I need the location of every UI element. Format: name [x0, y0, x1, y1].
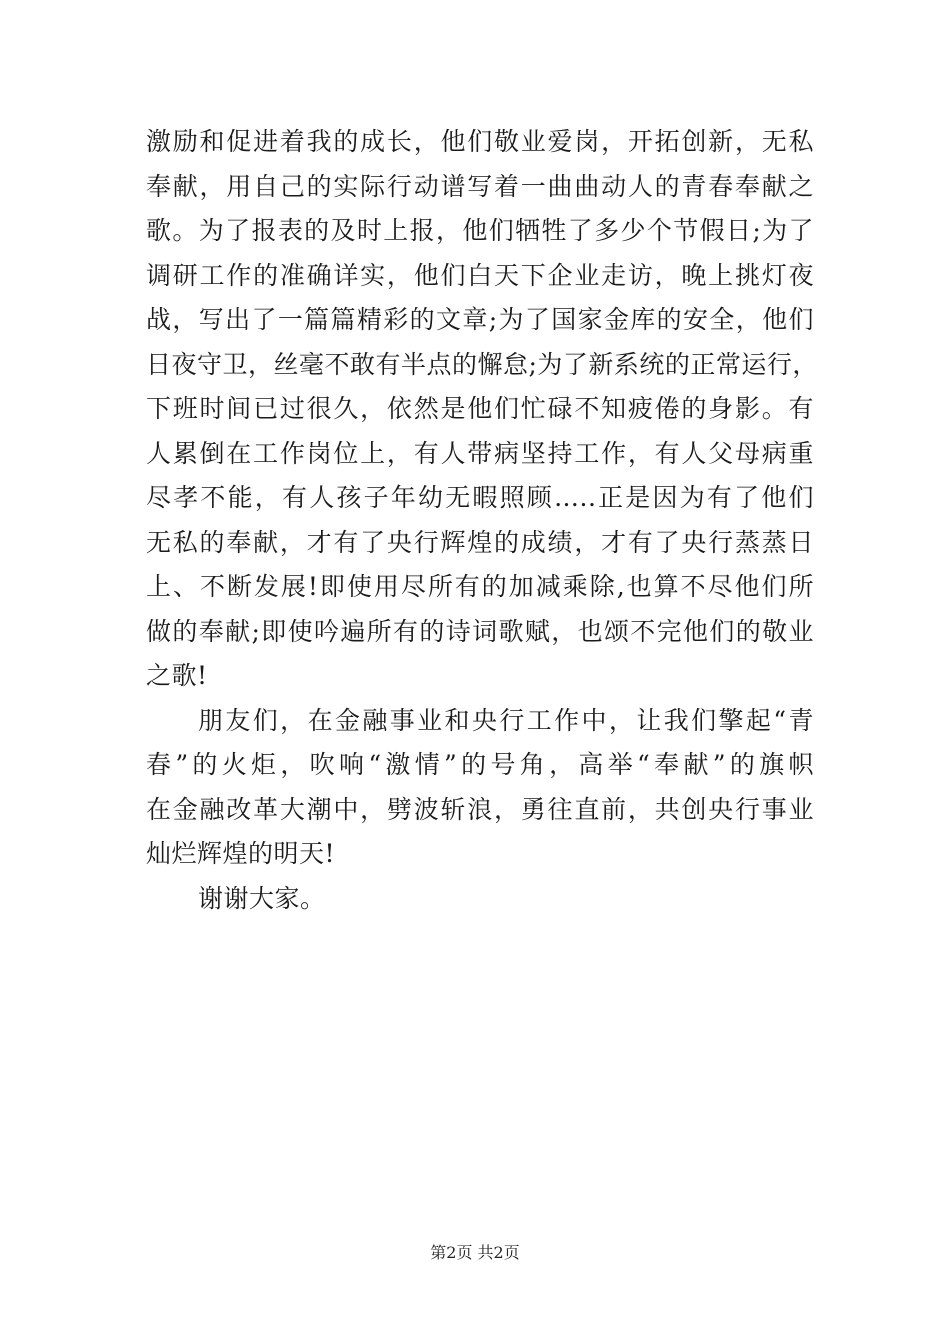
text-line: 调研工作的准确详实，他们白天下企业走访，晚上挑灯夜: [146, 260, 814, 290]
text-line: 激励和促进着我的成长，他们敬业爱岗，开拓创新，无私: [146, 127, 814, 156]
body-text: [146, 120, 818, 921]
text-line: 歌。为了报表的及时上报，他们牺牲了多少个节假日;为了: [146, 216, 814, 245]
text-line: 灿烂辉煌的明天!: [146, 839, 336, 868]
text-line: 上、不断发展!即使用尽所有的加减乘除,也算不尽他们所: [146, 572, 814, 601]
text-line: 做的奉献;即使吟遍所有的诗词歌赋，也颂不完他们的敬业: [146, 616, 814, 646]
text-line: 战，写出了一篇篇精彩的文章;为了国家金库的安全，他们: [146, 305, 814, 334]
text-line: 人累倒在工作岗位上，有人带病坚持工作，有人父母病重: [146, 438, 814, 468]
text-line: 在金融改革大潮中，劈波斩浪，勇往直前，共创央行事业: [146, 794, 814, 824]
text-line: 谢谢大家。: [198, 883, 326, 913]
text-line: 奉献，用自己的实际行动谱写着一曲曲动人的青春奉献之: [146, 171, 814, 201]
text-line: 朋友们，在金融事业和央行工作中，让我们擎起“青: [198, 705, 814, 735]
text-line: 之歌!: [146, 661, 208, 690]
text-line: 春”的火炬，吹响“激情”的号角，高举“奉献”的旗帜: [146, 750, 814, 779]
text-line: 日夜守卫，丝毫不敢有半点的懈怠;为了新系统的正常运行，: [146, 349, 818, 379]
text-line: 下班时间已过很久，依然是他们忙碌不知疲倦的身影。有: [146, 394, 814, 423]
text-line: 无私的奉献，才有了央行辉煌的成绩，才有了央行蒸蒸日: [146, 527, 814, 557]
page-footer: 第2页 共2页: [430, 1243, 520, 1262]
text-line: 尽孝不能，有人孩子年幼无暇照顾…..正是因为有了他们: [146, 483, 814, 512]
